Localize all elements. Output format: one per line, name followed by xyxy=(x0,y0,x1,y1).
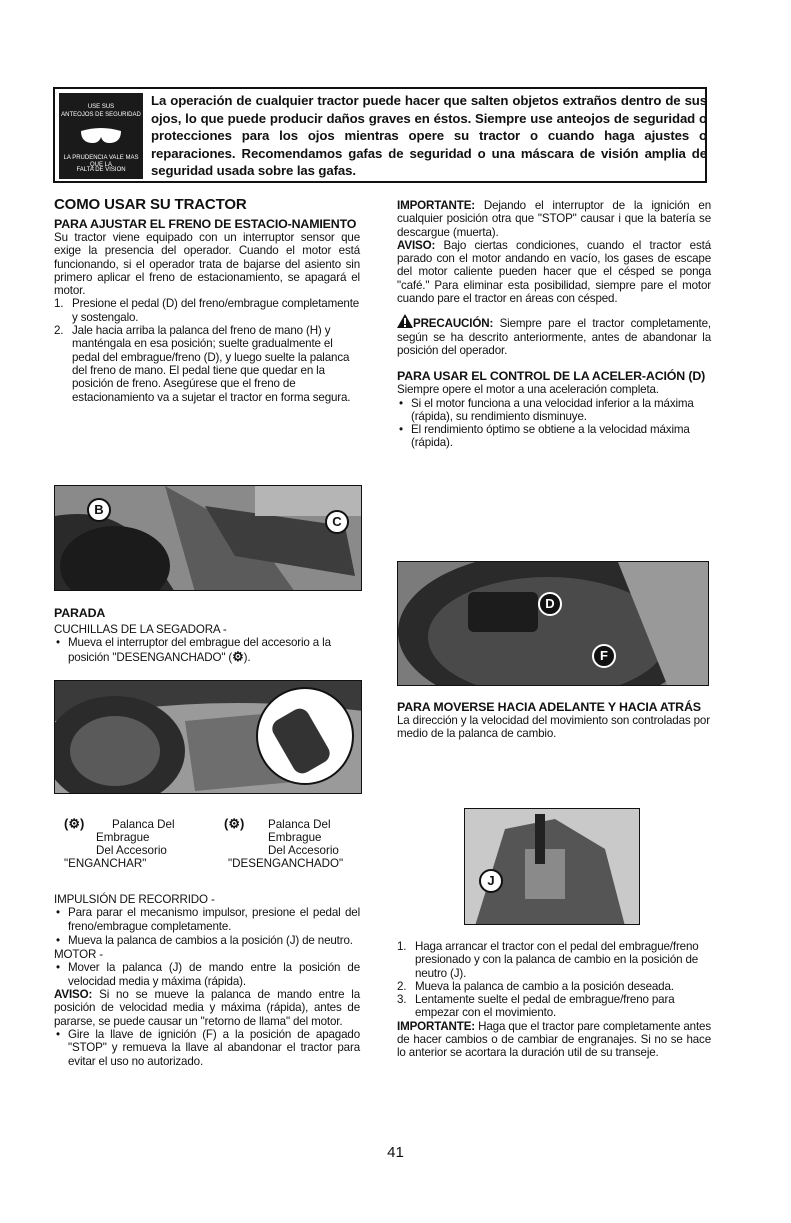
move-step-3: 3. Lentamente suelte el pedal de embrague/freno para empezar con el movimiento. xyxy=(397,993,675,1020)
move-text: La dirección y la velocidad del movimiento son controladas por medio de la palanca de cambio. xyxy=(397,714,710,741)
important-note-1: IMPORTANTE: Dejando el interruptor de la ignición en cualquier posición otra que "STOP" causar i que la batería se descargue (muerta). xyxy=(397,199,711,239)
disengage-line-1: Palanca Del xyxy=(268,818,331,831)
caution-paragraph: PRECAUCIÓN: Siempre pare el tractor completamente, según se ha descrito anteriormente, antes de abandonar la posición del operador. xyxy=(397,314,711,357)
shift-lever-photo xyxy=(464,808,640,925)
safety-goggles-icon xyxy=(59,93,143,179)
motor-heading: MOTOR - xyxy=(54,948,103,962)
safety-icon-text-2: ANTEOJOS DE SEGURIDAD xyxy=(61,112,141,118)
disengage-line-2: Embrague xyxy=(268,831,322,844)
safety-warning-box xyxy=(53,87,707,183)
move-step-1: 1. Haga arrancar el tractor con el pedal del embrague/freno presionado y con la palanca de cambio en la posición de neutro (J). xyxy=(397,940,699,980)
callout-j: J xyxy=(479,869,503,893)
brake-steps xyxy=(54,297,360,403)
blades-item: • Mueva el interruptor del embrague del accesorio a la posición "DESENGANCHADO" (⚙). xyxy=(54,636,360,664)
drive-section xyxy=(54,893,360,1068)
move-heading: PARA MOVERSE HACIA ADELANTE Y HACIA ATRÁS xyxy=(397,700,701,714)
stop-heading: PARADA xyxy=(54,606,106,620)
stop-section xyxy=(54,606,360,664)
brake-heading: PARA AJUSTAR EL FRENO DE ESTACIO-NAMIENTO xyxy=(54,217,357,231)
throttle-photo xyxy=(397,561,709,686)
motor-item-1: • Mover la palanca (J) de mando entre la posición de velocidad media y máxima (rápida). xyxy=(54,961,360,988)
drive-heading: IMPULSIÓN DE RECORRIDO - xyxy=(54,893,215,906)
callout-d: D xyxy=(538,592,562,616)
brake-photo xyxy=(54,485,362,591)
shift-lever-photo-image xyxy=(465,809,640,925)
disengage-line-4: "DESENGANCHADO" xyxy=(228,857,344,870)
safety-warning-text: La operación de cualquier tractor puede hacer que salten objetos extraños dentro de sus ojos, lo que puede producir daños graves en éstos. Siempre use anteojos de seguridad o protecciones para los ojos mientras opere su tractor o cuando haga ajustes o reparaciones. Recomendamos gafas de seguridad o una máscara de visión amplia de seguridad usada sobre las gafas. xyxy=(151,93,707,178)
motor-list-2 xyxy=(54,1028,360,1068)
throttle-heading: PARA USAR EL CONTROL DE LA ACELER-ACIÓN (D) xyxy=(397,369,706,384)
notice-paragraph: AVISO: Bajo ciertas condiciones, cuando el tractor está parado con el motor andando en vacío, los gases de escape del motor caliente pueden hacer que el césped se ponga "café." Para eliminar esta posibilidad, siempre pare el motor cuando pare el tractor en áreas con césped. xyxy=(397,238,711,306)
drive-list xyxy=(54,906,360,947)
right-column-top xyxy=(397,199,711,450)
lever-photo xyxy=(54,680,362,794)
throttle-item-1: • Si el motor funciona a una velocidad inferior a la máxima (rápida), su rendimiento disminuye. xyxy=(397,397,711,424)
throttle-text: Siempre opere el motor a una aceleración completa. xyxy=(397,383,659,397)
engage-line-4: "ENGANCHAR" xyxy=(64,857,147,870)
throttle-photo-image xyxy=(398,562,709,686)
warning-triangle-icon xyxy=(397,314,413,328)
move-step-2: 2. Mueva la palanca de cambio a la posición deseada. xyxy=(397,979,674,993)
blades-list xyxy=(54,636,360,664)
disengage-lever-icon: (⚙) xyxy=(224,816,245,831)
lever-icon: ⚙ xyxy=(232,648,244,664)
page-title: COMO USAR SU TRACTOR xyxy=(54,196,247,213)
move-steps-section xyxy=(397,940,711,1060)
legend-engage xyxy=(64,818,194,870)
callout-f: F xyxy=(592,644,616,668)
engage-line-1: Palanca Del xyxy=(112,818,175,831)
motor-item-2: • Gire la llave de ignición (F) a la posición de apagado "STOP" y remueva la llave al abandonar el tractor para evitar el uso no autorizado. xyxy=(54,1028,360,1068)
safety-icon-text-4: FALTA DE VISION xyxy=(76,167,126,173)
engage-line-2: Embrague xyxy=(96,831,150,844)
move-section xyxy=(397,700,711,741)
left-column-top xyxy=(54,196,360,404)
callout-b: B xyxy=(87,498,111,522)
brake-step-1: 1. Presione el pedal (D) del freno/embrague completamente y sostengalo. xyxy=(54,297,360,324)
motor-list xyxy=(54,961,360,988)
lever-photo-image xyxy=(55,681,362,794)
motor-notice: AVISO: Si no se mueve la palanca de mando entre la posición de velocidad media y máxima (rápida), antes de pararse, se puede causar un "retorno de llama" del motor. xyxy=(54,988,361,1028)
drive-item-1: • Para parar el mecanismo impulsor, presione el pedal del freno/embrague completamente. xyxy=(54,906,360,933)
legend-disengage xyxy=(224,816,368,870)
engage-lever-icon: (⚙) xyxy=(64,816,85,831)
throttle-item-2: • El rendimiento óptimo se obtiene a la velocidad máxima (rápida). xyxy=(397,423,711,450)
blades-heading: CUCHILLAS DE LA SEGADORA - xyxy=(54,623,227,636)
safety-icon-text-3: LA PRUDENCIA VALE MAS QUE LA xyxy=(63,155,139,168)
safety-icon-text-1: USE SUS xyxy=(87,104,115,110)
callout-c: C xyxy=(325,510,349,534)
disengage-line-3: Del Accesorio xyxy=(268,844,339,857)
drive-item-2: • Mueva la palanca de cambios a la posición (J) de neutro. xyxy=(54,934,360,947)
important-note-2: IMPORTANTE: Haga que el tractor pare completamente antes de hacer cambios o de cambiar de engranajes. Si no se hace lo anterior se acortara la duración util de su transeje. xyxy=(397,1019,712,1060)
brake-intro: Su tractor viene equipado con un interruptor sensor que exige la presencia del operador. Cuando el motor está funcionando, si el operador trata de bajarse del asiento sin primero aplicar el freno de estacionamiento, se apagará el motor. xyxy=(54,231,360,298)
throttle-list xyxy=(397,397,711,450)
brake-step-2: 2. Jale hacia arriba la palanca del freno de mano (H) y manténgala en esa posición; suelte gradualmente el pedal del embrague/freno (D), y luego suelte la palanca del freno de mano. El pedal tiene que quedar en la posición de freno. Asegúrese que el freno de estacionamiento va a sujetar el tractor en forma segura. xyxy=(54,324,351,404)
engage-line-3: Del Accesorio xyxy=(96,844,167,857)
goggles-icon xyxy=(79,125,123,145)
page-number: 41 xyxy=(387,1144,404,1161)
move-steps xyxy=(397,940,711,1020)
